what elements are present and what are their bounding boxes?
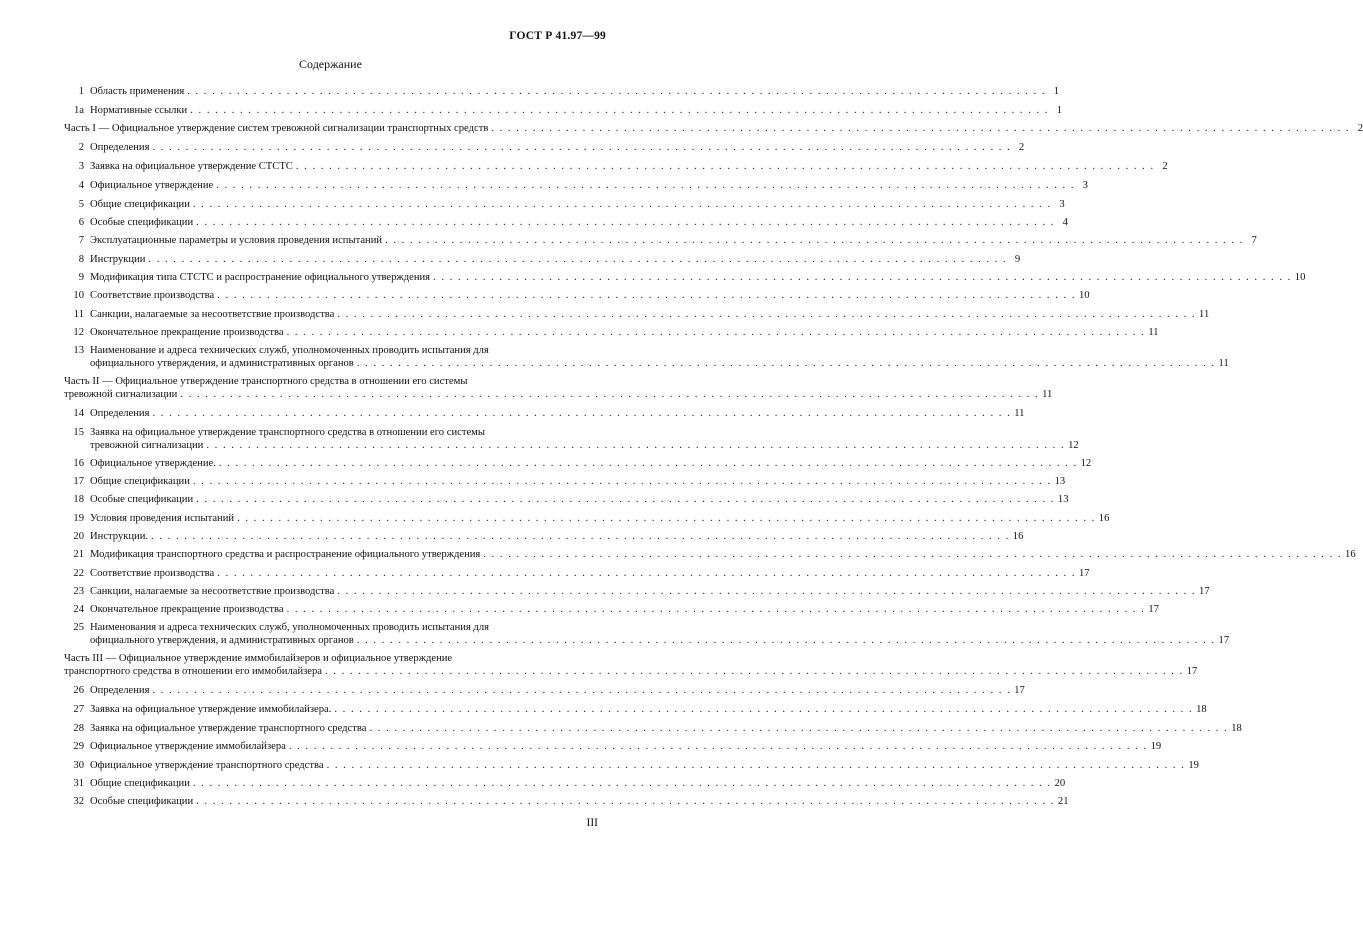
toc-entry-number: 7 <box>78 235 84 246</box>
toc-entry <box>64 475 1066 488</box>
dot-leader: . . . . . . . . . . . . . . . . . . . . . . . . . . . . . . . . . . . . . . . . . . . . . . . . . . . . . . . . . . . . . . . . . . . . . . . . . . . . . . . . . . . . . . . . . . . . . . . . . . . . . . . . <box>216 180 1075 191</box>
toc-entry-title: Окончательное прекращение производства <box>90 327 284 338</box>
toc-entry <box>64 271 1306 284</box>
toc-entry <box>64 722 1242 735</box>
toc-entry <box>64 104 1062 117</box>
toc-entry <box>64 585 1210 598</box>
toc-entry-number: 2 <box>78 142 84 153</box>
toc-entry-page: 13 <box>1054 476 1066 487</box>
dot-leader: . . . . . . . . . . . . . . . . . . . . . . . . . . . . . . . . . . . . . . . . . . . . . . . . . . . . . . . . . . . . . . . . . . . . . . . . . . . . . . . . . . . . . . . . . . . . . . . . . . . . . . . . <box>152 142 1012 153</box>
toc-entry <box>64 548 1356 561</box>
toc-entry-page: 11 <box>1218 358 1229 369</box>
dot-leader: . . . . . . . . . . . . . . . . . . . . . . . . . . . . . . . . . . . . . . . . . . . . . . . . . . . . . . . . . . . . . . . . . . . . . . . . . . . . . . . . . . . . . . . . . . . . . . . . . . . . . . . . <box>192 778 1052 789</box>
toc-entry-page: 11 <box>1014 408 1025 419</box>
toc-entry-page: 10 <box>1078 290 1090 301</box>
toc-entry-number: 10 <box>73 290 84 301</box>
toc-entry-number: 8 <box>78 254 84 265</box>
toc-entry-title: Соответствие производства <box>90 568 215 579</box>
toc-entry-title: Санкции, налагаемые за несоответствие производства <box>90 586 335 597</box>
dot-leader: . . . . . . . . . . . . . . . . . . . . . . . . . . . . . . . . . . . . . . . . . . . . . . . . . . . . . . . . . . . . . . . . . . . . . . . . . . . . . . . . . . . . . . . . . . . . . . . . . . . . . . . . <box>337 309 1197 320</box>
toc-entry-number: 9 <box>78 272 84 283</box>
toc-entry-number: 5 <box>78 199 84 210</box>
toc-entry-number: 16 <box>73 458 84 469</box>
dot-leader: . . . . . . . . . . . . . . . . . . . . . . . . . . . . . . . . . . . . . . . . . . . . . . . . . . . . . . . . . . . . . . . . . . . . . . . . . . . . . . . . . . . . . . . . . . . . . . . . . . . . . . . . <box>206 440 1066 451</box>
toc-entry-title: Особые спецификации <box>90 217 194 228</box>
toc-entry-title: Официальное утверждение иммобилайзера <box>90 741 286 752</box>
toc-entry <box>64 759 1199 772</box>
toc-entry-number: 1a <box>74 105 84 116</box>
toc-entry <box>64 198 1065 211</box>
toc-entry <box>64 530 1024 543</box>
toc-entry-page: 2 <box>1018 142 1025 153</box>
toc-entry-page: 11 <box>1042 389 1053 400</box>
toc-entry-title: Наименование и адреса технических служб, уполномоченных проводить испытания для <box>90 345 489 356</box>
document-code: ГОСТ Р 41.97—99 <box>509 30 606 42</box>
page-number: III <box>586 817 598 829</box>
toc-entry-title: Заявка на официальное утверждение транспортного средства <box>90 723 367 734</box>
dot-leader: . . . . . . . . . . . . . . . . . . . . . . . . . . . . . . . . . . . . . . . . . . . . . . . . . . . . . . . . . . . . . . . . . . . . . . . . . . . . . . . . . . . . . . . . . . . . . . . . . . . . . . . . <box>217 290 1076 301</box>
toc-entry <box>64 567 1090 580</box>
toc-entry-title: Особые спецификации <box>90 494 194 505</box>
toc-entry-number: 17 <box>73 476 84 487</box>
toc-entry-page: 16 <box>1098 513 1110 524</box>
toc-entry-number: 18 <box>73 494 84 505</box>
toc-entry-page: 17 <box>1186 666 1198 677</box>
toc-entry-number: 24 <box>73 604 84 615</box>
toc-entry <box>64 289 1090 302</box>
toc-entry-title: Заявка на официальное утверждение СТСТС <box>90 161 293 172</box>
toc-entry-page: 20 <box>1054 778 1066 789</box>
toc-entry <box>64 703 1207 716</box>
dot-leader: . . . . . . . . . . . . . . . . . . . . . . . . . . . . . . . . . . . . . . . . . . . . . . . . . . . . . . . . . . . . . . . . . . . . . . . . . . . . . . . . . . . . . . . . . . . . . . . . . . . . . . . . <box>369 723 1229 734</box>
dot-leader: . . . . . . . . . . . . . . . . . . . . . . . . . . . . . . . . . . . . . . . . . . . . . . . . . . . . . . . . . . . . . . . . . . . . . . . . . . . . . . . . . . . . . . . . . . . . . . . . . . . . . . . . <box>483 549 1343 560</box>
toc-entry-page: 7 <box>1251 235 1257 246</box>
toc-entry-page: 12 <box>1068 440 1079 451</box>
toc-entry-title: Официальное утверждение. <box>90 458 216 469</box>
toc-entry <box>64 740 1162 753</box>
dot-leader: . . . . . . . . . . . . . . . . . . . . . . . . . . . . . . . . . . . . . . . . . . . . . . . . . . . . . . . . . . . . . . . . . . . . . . . . . . . . . . . . . . . . . . . . . . . . . . . . . . . . . . . . <box>325 666 1184 677</box>
toc-entry-title: Нормативные ссылки <box>90 105 188 116</box>
toc-entry <box>64 308 1210 321</box>
dot-leader: . . . . . . . . . . . . . . . . . . . . . . . . . . . . . . . . . . . . . . . . . . . . . . . . . . . . . . . . . . . . . . . . . . . . . . . . . . . . . . . . . . . . . . . . . . . . . . . . . . . . . . . . <box>196 796 1055 807</box>
toc-entry-number: 30 <box>73 760 84 771</box>
toc-entry-page: 17 <box>1014 685 1025 696</box>
toc-entry-title: Наименования и адреса технических служб, уполномоченных проводить испытания для <box>90 622 489 633</box>
dot-leader: . . . . . . . . . . . . . . . . . . . . . . . . . . . . . . . . . . . . . . . . . . . . . . . . . . . . . . . . . . . . . . . . . . . . . . . . . . . . . . . . . . . . . . . . . . . . . . . . . . . . . . . . <box>286 604 1146 615</box>
toc-entry-number: 14 <box>73 408 84 419</box>
dot-leader: . . . . . . . . . . . . . . . . . . . . . . . . . . . . . . . . . . . . . . . . . . . . . . . . . . . . . . . . . . . . . . . . . . . . . . . . . . . . . . . . . . . . . . . . . . . . . . . . . . . . . . . . <box>148 254 1008 265</box>
toc-entry <box>64 652 1198 678</box>
toc-entry-number: 12 <box>73 327 84 338</box>
toc-entry-number: 15 <box>73 427 84 438</box>
toc-entry-page: 3 <box>1082 180 1088 191</box>
dot-leader: . . . . . . . . . . . . . . . . . . . . . . . . . . . . . . . . . . . . . . . . . . . . . . . . . . . . . . . . . . . . . . . . . . . . . . . . . . . . . . . . . . . . . . . . . . . . . . . . . . . . . . . . <box>151 531 1010 542</box>
toc-entry-page: 1 <box>1053 86 1059 97</box>
toc-entry <box>64 795 1069 808</box>
toc-entry-page: 17 <box>1148 604 1159 615</box>
toc-entry-title: официального утверждения, и административных органов <box>90 358 354 369</box>
toc-entry-title: Особые спецификации <box>90 796 194 807</box>
dot-leader: . . . . . . . . . . . . . . . . . . . . . . . . . . . . . . . . . . . . . . . . . . . . . . . . . . . . . . . . . . . . . . . . . . . . . . . . . . . . . . . . . . . . . . . . . . . . . . . . . . . . . . . . <box>192 476 1052 487</box>
toc-entry <box>64 493 1069 506</box>
toc-entry-title: Область применения <box>90 86 185 97</box>
toc-entry-title: Определения <box>90 685 150 696</box>
toc-entry-page: 11 <box>1199 309 1210 320</box>
dot-leader: . . . . . . . . . . . . . . . . . . . . . . . . . . . . . . . . . . . . . . . . . . . . . . . . . . . . . . . . . . . . . . . . . . . . . . . . . . . . . . . . . . . . . . . . . . . . . . . . . . . . . . . . <box>356 358 1216 369</box>
toc-entry-page: 2 <box>1357 123 1363 134</box>
toc-entry <box>64 603 1159 616</box>
toc-entry-page: 21 <box>1057 796 1069 807</box>
toc-entry-page: 11 <box>1148 327 1159 338</box>
toc-entry-title: Эксплуатационные параметры и условия проведения испытаний <box>90 235 383 246</box>
dot-leader: . . . . . . . . . . . . . . . . . . . . . . . . . . . . . . . . . . . . . . . . . . . . . . . . . . . . . . . . . . . . . . . . . . . . . . . . . . . . . . . . . . . . . . . . . . . . . . . . . . . . . . . . <box>187 86 1046 97</box>
toc-entry-number: 6 <box>78 217 84 228</box>
dot-leader: . . . . . . . . . . . . . . . . . . . . . . . . . . . . . . . . . . . . . . . . . . . . . . . . . . . . . . . . . . . . . . . . . . . . . . . . . . . . . . . . . . . . . . . . . . . . . . . . . . . . . . . . <box>217 568 1076 579</box>
toc-entry-number: 22 <box>73 568 84 579</box>
toc-entry-number: 29 <box>73 741 84 752</box>
toc-entry-page: 17 <box>1078 568 1090 579</box>
toc-entry-title: Общие спецификации <box>90 199 190 210</box>
toc-entry <box>64 426 1079 452</box>
toc-entry-title: Официальное утверждение транспортного средства <box>90 760 324 771</box>
toc-entry-title: Заявка на официальное утверждение иммобилайзера. <box>90 704 332 715</box>
dot-leader: . . . . . . . . . . . . . . . . . . . . . . . . . . . . . . . . . . . . . . . . . . . . . . . . . . . . . . . . . . . . . . . . . . . . . . . . . . . . . . . . . . . . . . . . . . . . . . . . . . . . . . . . <box>152 685 1012 696</box>
dot-leader: . . . . . . . . . . . . . . . . . . . . . . . . . . . . . . . . . . . . . . . . . . . . . . . . . . . . . . . . . . . . . . . . . . . . . . . . . . . . . . . . . . . . . . . . . . . . . . . . . . . . . . . . <box>218 458 1078 469</box>
toc-entry-page: 17 <box>1199 586 1210 597</box>
toc-entry-title: тревожной сигнализации <box>64 389 178 400</box>
toc-entry-title: Окончательное прекращение производства <box>90 604 284 615</box>
toc-entry-title: Определения <box>90 408 150 419</box>
dot-leader: . . . . . . . . . . . . . . . . . . . . . . . . . . . . . . . . . . . . . . . . . . . . . . . . . . . . . . . . . . . . . . . . . . . . . . . . . . . . . . . . . . . . . . . . . . . . . . . . . . . . . . . . <box>337 586 1197 597</box>
toc-entry-page: 12 <box>1080 458 1092 469</box>
toc-entry-number: 11 <box>73 309 84 320</box>
toc-entry <box>64 344 1229 370</box>
toc-entry-title: Инструкции. <box>90 531 149 542</box>
toc-entry <box>64 234 1257 247</box>
dot-leader: . . . . . . . . . . . . . . . . . . . . . . . . . . . . . . . . . . . . . . . . . . . . . . . . . . . . . . . . . . . . . . . . . . . . . . . . . . . . . . . . . . . . . . . . . . . . . . . . . . . . . . . . <box>385 235 1244 246</box>
dot-leader: . . . . . . . . . . . . . . . . . . . . . . . . . . . . . . . . . . . . . . . . . . . . . . . . . . . . . . . . . . . . . . . . . . . . . . . . . . . . . . . . . . . . . . . . . . . . . . . . . . . . . . . . <box>237 513 1096 524</box>
dot-leader: . . . . . . . . . . . . . . . . . . . . . . . . . . . . . . . . . . . . . . . . . . . . . . . . . . . . . . . . . . . . . . . . . . . . . . . . . . . . . . . . . . . . . . . . . . . . . . . . . . . . . . . . <box>180 389 1040 400</box>
toc-entry-page: 3 <box>1059 199 1065 210</box>
toc-entry-page: 4 <box>1062 217 1068 228</box>
toc-entry <box>64 457 1092 470</box>
toc-entry-title: Соответствие производства <box>90 290 215 301</box>
toc-entry <box>64 122 1363 135</box>
toc-entry-title: Модификация типа СТСТС и распространение официального утверждения <box>90 272 431 283</box>
toc-entry-page: 17 <box>1218 635 1230 646</box>
toc-entry-title: Часть II — Официальное утверждение транспортного средства в отношении его системы <box>64 376 468 387</box>
toc-entry-page: 19 <box>1150 741 1162 752</box>
toc-entry-title: Модификация транспортного средства и распространение официального утверждения <box>90 549 481 560</box>
toc-entry <box>64 253 1021 266</box>
toc-entry <box>64 326 1159 339</box>
toc-entry-title: Заявка на официальное утверждение транспортного средства в отношении его системы <box>90 427 485 438</box>
toc-entry <box>64 777 1066 790</box>
toc-entry-number: 23 <box>73 586 84 597</box>
toc-entry-title: Общие спецификации <box>90 778 190 789</box>
toc-entry-title: Санкции, налагаемые за несоответствие производства <box>90 309 335 320</box>
dot-leader: . . . . . . . . . . . . . . . . . . . . . . . . . . . . . . . . . . . . . . . . . . . . . . . . . . . . . . . . . . . . . . . . . . . . . . . . . . . . . . . . . . . . . . . . . . . . . . . . . . . . . . . . <box>190 105 1049 116</box>
toc-entry-number: 25 <box>73 622 84 633</box>
dot-leader: . . . . . . . . . . . . . . . . . . . . . . . . . . . . . . . . . . . . . . . . . . . . . . . . . . . . . . . . . . . . . . . . . . . . . . . . . . . . . . . . . . . . . . . . . . . . . . . . . . . . . . . . <box>152 408 1012 419</box>
toc-entry-title: Часть I — Официальное утверждение систем тревожной сигнализации транспортных средств <box>64 123 489 134</box>
toc-entry-title: официального утверждения, и административных органов <box>90 635 354 646</box>
toc-entry-page: 16 <box>1345 549 1356 560</box>
dot-leader: . . . . . . . . . . . . . . . . . . . . . . . . . . . . . . . . . . . . . . . . . . . . . . . . . . . . . . . . . . . . . . . . . . . . . . . . . . . . . . . . . . . . . . . . . . . . . . . . . . . . . . . . <box>196 217 1055 228</box>
toc-entry-number: 27 <box>73 704 84 715</box>
toc-entry-title: тревожной сигнализации <box>90 440 204 451</box>
toc-entry-title: Инструкции <box>90 254 146 265</box>
toc-entry <box>64 684 1025 697</box>
dot-leader: . . . . . . . . . . . . . . . . . . . . . . . . . . . . . . . . . . . . . . . . . . . . . . . . . . . . . . . . . . . . . . . . . . . . . . . . . . . . . . . . . . . . . . . . . . . . . . . . . . . . . . . . <box>192 199 1052 210</box>
toc-entry <box>64 621 1230 647</box>
toc-entry-page: 19 <box>1188 760 1199 771</box>
dot-leader: . . . . . . . . . . . . . . . . . . . . . . . . . . . . . . . . . . . . . . . . . . . . . . . . . . . . . . . . . . . . . . . . . . . . . . . . . . . . . . . . . . . . . . . . . . . . . . . . . . . . . . . . <box>196 494 1055 505</box>
toc-entry-title: Официальное утверждение <box>90 180 214 191</box>
toc-entry-page: 10 <box>1294 272 1306 283</box>
toc-entry <box>64 85 1059 98</box>
toc-entry <box>64 179 1088 192</box>
toc-entry-page: 16 <box>1012 531 1024 542</box>
toc-entry-page: 1 <box>1056 105 1062 116</box>
toc-entry-page: 13 <box>1057 494 1069 505</box>
toc-entry-number: 32 <box>73 796 84 807</box>
toc-entry-number: 21 <box>73 549 84 560</box>
toc-entry-title: Общие спецификации <box>90 476 190 487</box>
dot-leader: . . . . . . . . . . . . . . . . . . . . . . . . . . . . . . . . . . . . . . . . . . . . . . . . . . . . . . . . . . . . . . . . . . . . . . . . . . . . . . . . . . . . . . . . . . . . . . . . . . . . . . . . <box>334 704 1194 715</box>
dot-leader: . . . . . . . . . . . . . . . . . . . . . . . . . . . . . . . . . . . . . . . . . . . . . . . . . . . . . . . . . . . . . . . . . . . . . . . . . . . . . . . . . . . . . . . . . . . . . . . . . . . . . . . . <box>295 161 1155 172</box>
toc-entry-title: транспортного средства в отношении его иммобилайзера <box>64 666 322 677</box>
dot-leader: . . . . . . . . . . . . . . . . . . . . . . . . . . . . . . . . . . . . . . . . . . . . . . . . . . . . . . . . . . . . . . . . . . . . . . . . . . . . . . . . . . . . . . . . . . . . . . . . . . . . . . . . <box>286 327 1146 338</box>
toc-entry-number: 28 <box>73 723 84 734</box>
dot-leader: . . . . . . . . . . . . . . . . . . . . . . . . . . . . . . . . . . . . . . . . . . . . . . . . . . . . . . . . . . . . . . . . . . . . . . . . . . . . . . . . . . . . . . . . . . . . . . . . . . . . . . . . <box>491 123 1351 134</box>
toc-entry-page: 18 <box>1231 723 1242 734</box>
toc-entry-number: 19 <box>73 513 84 524</box>
toc-entry <box>64 141 1025 154</box>
toc-entry-number: 13 <box>73 345 84 356</box>
toc-title: Содержание <box>299 57 362 71</box>
toc-entry-title: Условия проведения испытаний <box>90 513 235 524</box>
toc-entry-title: Определения <box>90 142 150 153</box>
toc-entry-page: 18 <box>1196 704 1207 715</box>
toc-entry-title: Часть III — Официальное утверждение иммобилайзеров и официальное утверждение <box>64 653 453 664</box>
table-of-contents <box>64 80 1363 808</box>
toc-entry-page: 9 <box>1014 254 1021 265</box>
toc-entry <box>64 216 1068 229</box>
toc-entry-number: 31 <box>73 778 84 789</box>
toc-entry-number: 20 <box>73 531 84 542</box>
toc-entry-page: 2 <box>1162 161 1168 172</box>
dot-leader: . . . . . . . . . . . . . . . . . . . . . . . . . . . . . . . . . . . . . . . . . . . . . . . . . . . . . . . . . . . . . . . . . . . . . . . . . . . . . . . . . . . . . . . . . . . . . . . . . . . . . . . . <box>326 760 1186 771</box>
toc-entry <box>64 160 1168 173</box>
toc-entry <box>64 375 1053 401</box>
dot-leader: . . . . . . . . . . . . . . . . . . . . . . . . . . . . . . . . . . . . . . . . . . . . . . . . . . . . . . . . . . . . . . . . . . . . . . . . . . . . . . . . . . . . . . . . . . . . . . . . . . . . . . . . <box>356 635 1216 646</box>
dot-leader: . . . . . . . . . . . . . . . . . . . . . . . . . . . . . . . . . . . . . . . . . . . . . . . . . . . . . . . . . . . . . . . . . . . . . . . . . . . . . . . . . . . . . . . . . . . . . . . . . . . . . . . . <box>288 741 1148 752</box>
toc-entry-number: 26 <box>73 685 84 696</box>
toc-entry <box>64 512 1110 525</box>
toc-entry-number: 1 <box>78 86 84 97</box>
toc-entry-number: 3 <box>78 161 84 172</box>
dot-leader: . . . . . . . . . . . . . . . . . . . . . . . . . . . . . . . . . . . . . . . . . . . . . . . . . . . . . . . . . . . . . . . . . . . . . . . . . . . . . . . . . . . . . . . . . . . . . . . . . . . . . . . . <box>433 272 1292 283</box>
toc-entry-number: 4 <box>78 180 84 191</box>
toc-entry <box>64 407 1025 420</box>
